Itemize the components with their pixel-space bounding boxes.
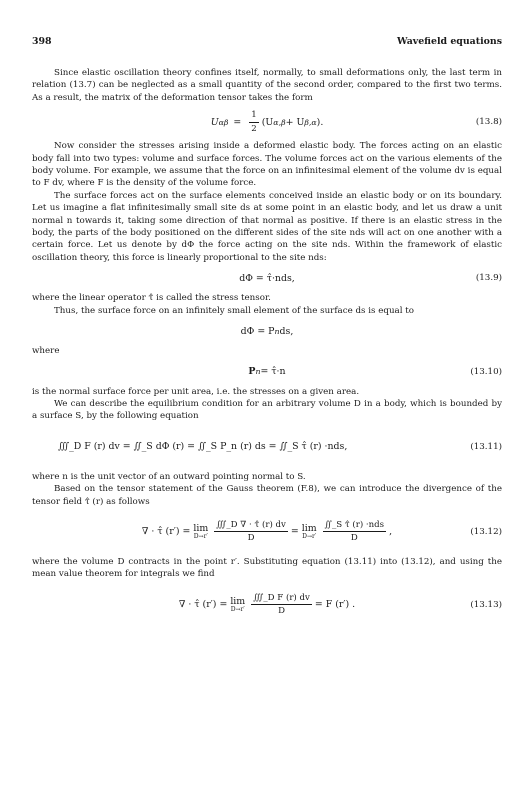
equation-number: (13.8) xyxy=(475,117,502,128)
equation-number: (13.13) xyxy=(470,599,502,610)
paragraph-7: is the normal surface force per unit area, i.e. the stresses on a given area. xyxy=(32,386,360,397)
equation-13-11: ∭_D F (r) dv = ∬_S dΦ (r) = ∬_S P_n (r) ds = ∬_S τ̂ (r) ·nds, (13.11) xyxy=(58,441,502,453)
paragraph-8: We can describe the equilibrium condition for an arbitrary volume D in a body, which is bounded by a surface S, by the following equation xyxy=(32,398,502,422)
equation-number: (13.10) xyxy=(470,366,502,377)
equation-number: (13.11) xyxy=(470,441,502,452)
equation-13-12: ∇ · τ̂ (r′) = lim D→r′ $\frac{∭\_D \nabla \cdot \taû (r) dv}{D}$ = lim D→r′ $\frac{\text{∬\_S τ̂ (r) ·nds}}{D}$ , (13.12) xyxy=(141,519,502,544)
paragraph-2: Now consider the stresses arising inside a deformed elastic body. The forces acting on an elastic body fall into two types: volume and surface forces. The volume forces act on the various elements of the body volume. For example, we assume that the force on an infinitesimal element of the volume dv is equal to F dv, where F is the density of the volume force. xyxy=(32,141,502,189)
paragraph-9: where n is the unit vector of an outward pointing normal to S. xyxy=(32,471,306,482)
equation-number: (13.12) xyxy=(470,526,502,537)
paragraph-1: Since elastic oscillation theory confines itself, normally, to small deformations only, the last term in relation (13.7) can be neglected as a small quantity of the second order, compared to the first two terms. As a result, the matrix of the deformation tensor takes the form xyxy=(32,68,502,103)
paragraph-6: where xyxy=(32,346,60,357)
page-number: 398 xyxy=(32,36,52,47)
paragraph-4: where the linear operator τ̂ is called the stress tensor. xyxy=(32,293,271,304)
running-title: Wavefield equations xyxy=(396,36,502,47)
paragraph-10: Based on the tensor statement of the Gauss theorem (F.8), we can introduce the divergence of the tensor field τ̂ (r) as follows xyxy=(32,484,502,507)
paragraph-3: The surface forces act on the surface elements conceived inside an elastic body or on its boundary. Let us imagine a flat infinitesimally small site ds at some point in an elastic body, and let us draw a unit normal n towards it, taking some direction of that normal as positive. If there is an elastic stress in the body, the parts of the body positioned on the different sides of the site nds will act on one another with a certain force. Let us denote by dΦ the force acting on the site nds. Within the framework of elastic oscillation theory, this force is linearly proportional to the site nds: xyxy=(32,190,502,263)
paragraph-11: where the volume D contracts in the point r′. Substituting equation (13.11) into (13.12), and using the mean value theorem for integrals we find xyxy=(32,556,502,580)
book-page xyxy=(32,36,502,629)
equation-13-10: P n = τ̂·n (13.10) xyxy=(248,366,502,377)
paragraph-5: Thus, the surface force on an infinitely small element of the surface ds is equal to xyxy=(54,305,415,316)
equation-13-9: dΦ = τ̂·nds, (13.9) xyxy=(239,272,502,284)
equation-13-13: ∇ · τ̂ (r′) = lim D→r′ $\frac{\text{∭\_D F (r) dv}}{D}$ = F (r′) . (13.13) xyxy=(178,592,502,617)
page-header xyxy=(32,36,502,47)
equation-unnumbered: dΦ = P n ds, xyxy=(240,325,294,337)
equation-13-8: U αβ = $\frac{1}{2}$ (U α,β + U β,α ). (13.8) xyxy=(210,109,502,134)
equation-number: (13.9) xyxy=(475,273,502,284)
